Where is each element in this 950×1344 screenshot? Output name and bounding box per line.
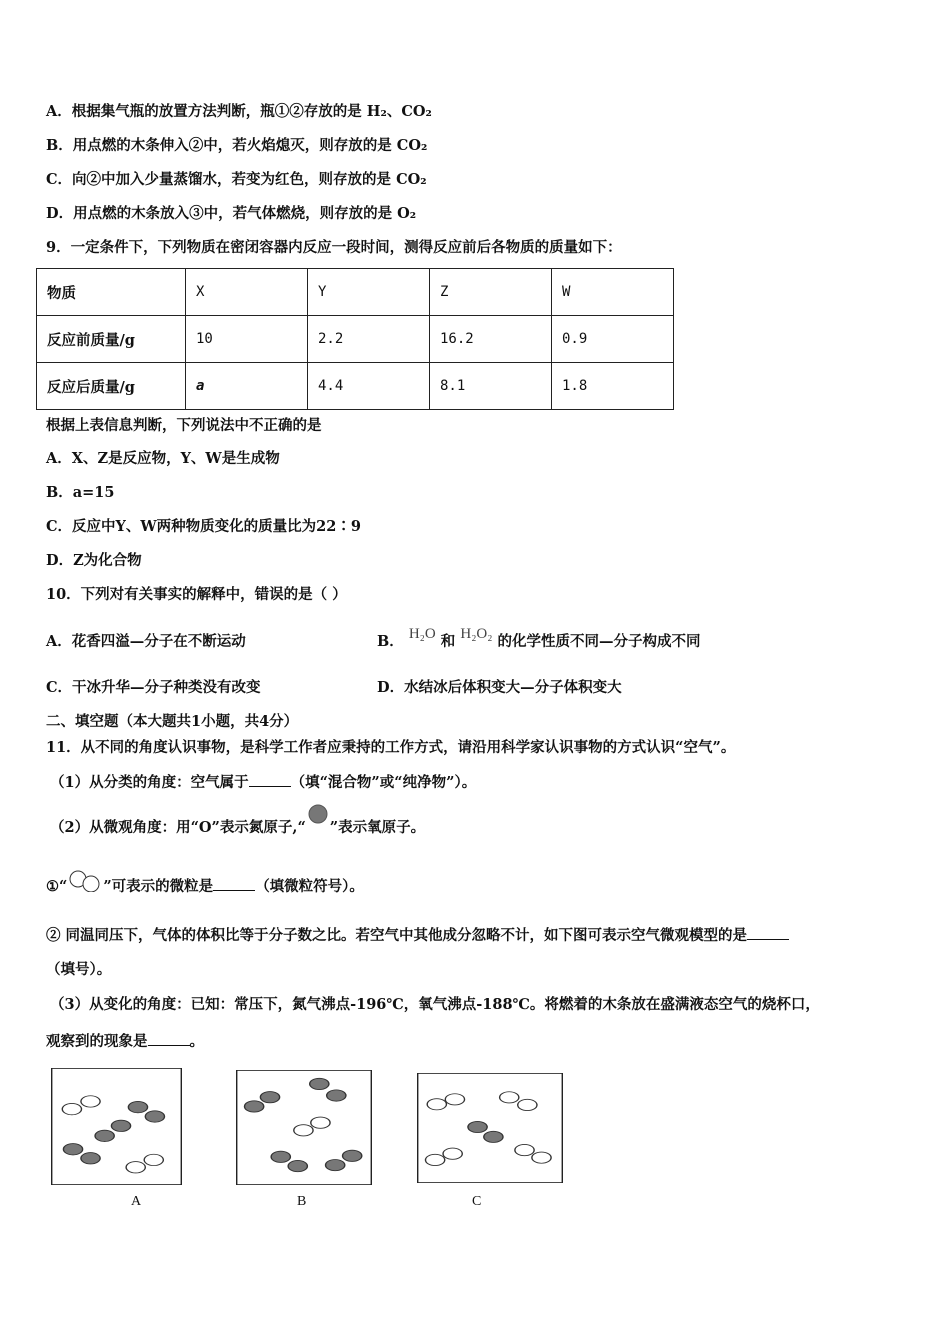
q10-stem: 10．下列对有关事实的解释中，错误的是（ ） [46, 586, 347, 603]
q11-part2-2-cont: （填号）。 [46, 961, 112, 978]
table-cell: 1.8 [552, 363, 674, 410]
q9-stem: 9．一定条件下，下列物质在密闭容器内反应一段时间，测得反应前后各物质的质量如下： [46, 239, 622, 256]
table-cell: 反应前质量/g [37, 316, 186, 363]
text: （1）从分类的角度：空气属于 [50, 774, 249, 791]
q9-option-d: D．Z为化合物 [46, 552, 142, 569]
q10-option-b [377, 626, 701, 652]
text: ①“ [46, 878, 68, 895]
text: 。 [189, 1033, 204, 1050]
q10-option-c: C．干冰升华—分子种类没有改变 [46, 679, 261, 696]
table-cell: 4.4 [308, 363, 430, 410]
answer-blank[interactable] [148, 1031, 190, 1046]
q9-question: 根据上表信息判断，下列说法中不正确的是 [46, 417, 322, 434]
table-header-row [37, 269, 674, 316]
q8-option-d: D．用点燃的木条放入③中，若气体燃烧，则存放的是 O₂ [46, 205, 417, 222]
q10-option-a: A．花香四溢—分子在不断运动 [46, 633, 246, 650]
table-cell: a [186, 363, 308, 410]
table-cell: 8.1 [430, 363, 552, 410]
answer-blank[interactable] [747, 925, 789, 940]
text: （填微粒符号）。 [255, 878, 364, 895]
table-cell: 0.9 [552, 316, 674, 363]
answer-blank[interactable] [213, 876, 255, 891]
table-cell: 16.2 [430, 316, 552, 363]
q11-part3-cont [46, 1031, 204, 1052]
text: ② 同温同压下，气体的体积比等于分子数之比。若空气中其他成分忽略不计，如下图可表示空气微观模型的是 [46, 927, 748, 944]
nitrogen-molecule-icon [67, 870, 103, 892]
q8-option-a: A．根据集气瓶的放置方法判断，瓶①②存放的是 H₂、CO₂ [46, 103, 432, 120]
text: ”表示氧原子。 [329, 819, 426, 836]
q9-option-a: A．X、Z是反应物，Y、W是生成物 [46, 450, 280, 467]
formula-h2o2: H₂O₂ [460, 626, 493, 642]
table-cell: W [552, 269, 674, 316]
q11-stem: 11．从不同的角度认识事物，是科学工作者应秉持的工作方式，请沿用科学家认识事物的方式认识“空气”。 [46, 739, 736, 756]
table-cell: Y [308, 269, 430, 316]
text: （2）从微观角度：用“O”表示氮原子,“ [50, 819, 306, 836]
option-label: B． [377, 633, 404, 650]
text: 观察到的现象是 [46, 1033, 148, 1050]
q9-option-c: C．反应中Y、W两种物质变化的质量比为22∶9 [46, 518, 361, 535]
table-cell: Z [430, 269, 552, 316]
q9-table [36, 268, 674, 410]
table-row [37, 316, 674, 363]
figure-label-a: A [131, 1194, 142, 1209]
section-heading: 二、填空题（本大题共1小题，共4分） [46, 713, 299, 730]
table-cell: 10 [186, 316, 308, 363]
q10-option-d: D．水结冰后体积变大—分子体积变大 [377, 679, 622, 696]
q11-part2-1 [46, 876, 364, 897]
table-cell: 物质 [37, 269, 186, 316]
text: 的化学性质不同—分子构成不同 [497, 633, 701, 650]
table-cell: 2.2 [308, 316, 430, 363]
figure-label-c: C [472, 1194, 482, 1209]
q8-option-c: C．向②中加入少量蒸馏水，若变为红色，则存放的是 CO₂ [46, 171, 427, 188]
q9-option-b: B．a=15 [46, 484, 115, 501]
formula-h2o: H₂O [408, 626, 436, 642]
model-figure-c [417, 1073, 563, 1183]
text: ”可表示的微粒是 [103, 878, 214, 895]
q11-part3: （3）从变化的角度：已知：常压下，氮气沸点-196℃，氧气沸点-188℃。将燃着的木条放在盛满液态空气的烧杯口， [50, 996, 820, 1013]
figure-label-b: B [297, 1194, 307, 1209]
table-row [37, 363, 674, 410]
table-cell: X [186, 269, 308, 316]
text: 和 [440, 633, 456, 650]
q11-part2 [50, 818, 425, 838]
oxygen-atom-icon [306, 804, 330, 824]
table-cell: 反应后质量/g [37, 363, 186, 410]
q11-part2-2 [46, 925, 789, 946]
text: （填“混合物”或“纯净物”）。 [290, 774, 477, 791]
q11-part1 [50, 772, 476, 793]
q8-option-b: B．用点燃的木条伸入②中，若火焰熄灭，则存放的是 CO₂ [46, 137, 428, 154]
model-figure-a [51, 1068, 182, 1185]
model-figure-b [236, 1070, 372, 1185]
answer-blank[interactable] [249, 772, 291, 787]
